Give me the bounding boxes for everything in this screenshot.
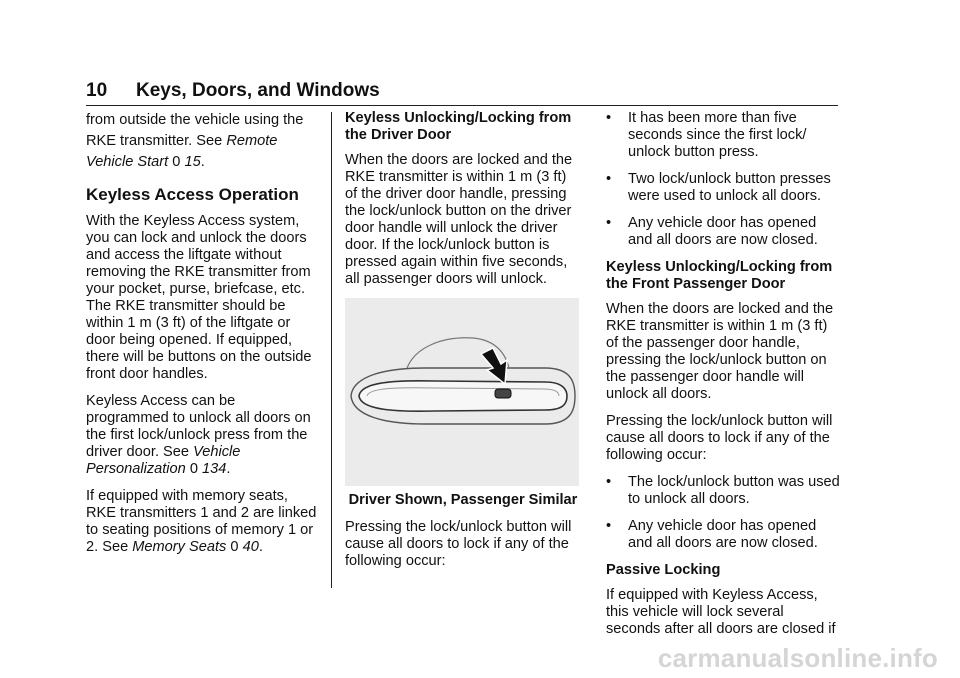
passenger-locking-intro: Pressing the lock/unlock button will cause all doors to lock if any of the following occur: xyxy=(606,413,833,463)
list-item: • Any vehicle door has opened and all doors are now closed. xyxy=(606,518,818,551)
list-item: • The lock/unlock button was used to unlock all doors. xyxy=(606,474,840,507)
vehicle-personalization-link[interactable]: Vehicle Personalization xyxy=(86,444,241,477)
intro-line-3: Vehicle Start 0 15. xyxy=(86,154,205,170)
memory-seats-link[interactable]: Memory Seats xyxy=(132,539,227,555)
bullet-icon: • xyxy=(606,215,612,231)
keyless-access-paragraph: With the Keyless Access system, you can lock and unlock the doors and access the liftgate without removing the RKE transmitter from your pocket, purse, briefcase, etc. The RKE transmitter should be within 1 m (3 ft) of the liftgate or door being opened. If equipped, there will be buttons on the outside front door handles. xyxy=(86,213,312,382)
door-handle-illustration xyxy=(345,298,579,486)
figure-caption: Driver Shown, Passenger Similar xyxy=(348,492,578,508)
chapter-title: Keys, Doors, and Windows xyxy=(136,80,380,101)
bullet-icon: • xyxy=(606,110,612,126)
page-ref-number: 15 xyxy=(184,154,201,170)
list-item: • Any vehicle door has opened and all doors are now closed. xyxy=(606,215,818,248)
memory-seats-paragraph: If equipped with memory seats, RKE transmitters 1 and 2 are linked to seating positions of memory 1 or 2. See Memory Seats 0 40. xyxy=(86,488,317,555)
page-ref-icon: 0 xyxy=(230,539,239,555)
intro-line-2 xyxy=(86,131,322,152)
programming-paragraph: Keyless Access can be programmed to unlock all doors on the first lock/unlock press from the driver door. See Vehicle Personalization 0 134. xyxy=(86,393,311,477)
section-title: Keyless Access Operation xyxy=(86,185,299,204)
page-header xyxy=(86,80,838,106)
conditions-list-2 xyxy=(606,474,842,552)
column-left xyxy=(86,110,322,566)
page-ref-icon: 0 xyxy=(189,461,198,477)
column-middle xyxy=(345,110,581,580)
subheading-driver-door: Keyless Unlocking/Locking from the Driver Door xyxy=(345,110,572,143)
locking-conditions-intro: Pressing the lock/unlock button will cause all doors to lock if any of the following occur: xyxy=(345,519,572,569)
page-ref-icon: 0 xyxy=(172,154,181,170)
driver-door-paragraph: When the doors are locked and the RKE transmitter is within 1 m (3 ft) of the driver door handle, pressing the lock/unlock button on the driver door handle will unlock the driver door. If the lock/unlock button is pressed again within five seconds, all passenger doors will unlock. xyxy=(345,152,573,287)
subheading-passive-locking: Passive Locking xyxy=(606,562,721,578)
conditions-list-1 xyxy=(606,110,842,249)
bullet-icon: • xyxy=(606,474,612,490)
passenger-door-paragraph: When the doors are locked and the RKE transmitter is within 1 m (3 ft) of the passenger door handle, pressing the lock/unlock button on the passenger door handle will unlock all doors. xyxy=(606,301,834,402)
column-divider xyxy=(331,112,332,588)
vehicle-start-link[interactable]: Vehicle Start xyxy=(86,154,169,170)
subheading-passenger-door: Keyless Unlocking/Locking from the Front Passenger Door xyxy=(606,259,833,292)
watermark: carmanualsonline.info xyxy=(657,643,938,673)
page-number: 10 xyxy=(86,80,108,101)
column-right xyxy=(606,110,842,648)
page-ref-number: 134 xyxy=(202,461,227,477)
passive-locking-paragraph: If equipped with Keyless Access, this vehicle will lock several seconds after all doors are closed if xyxy=(606,587,836,637)
page-ref-number: 40 xyxy=(242,539,259,555)
bullet-icon: • xyxy=(606,518,612,534)
intro-continuation xyxy=(86,110,322,173)
intro-line-1: from outside the vehicle using the xyxy=(86,112,304,128)
bullet-icon: • xyxy=(606,171,612,187)
intro-text: RKE transmitter. See xyxy=(86,133,227,149)
remote-start-link[interactable]: Remote xyxy=(226,133,278,149)
door-handle-drawing xyxy=(345,298,579,486)
list-item: • Two lock/unlock button presses were used to unlock all doors. xyxy=(606,171,831,204)
list-item: • It has been more than five seconds since the first lock/ unlock button press. xyxy=(606,110,807,160)
